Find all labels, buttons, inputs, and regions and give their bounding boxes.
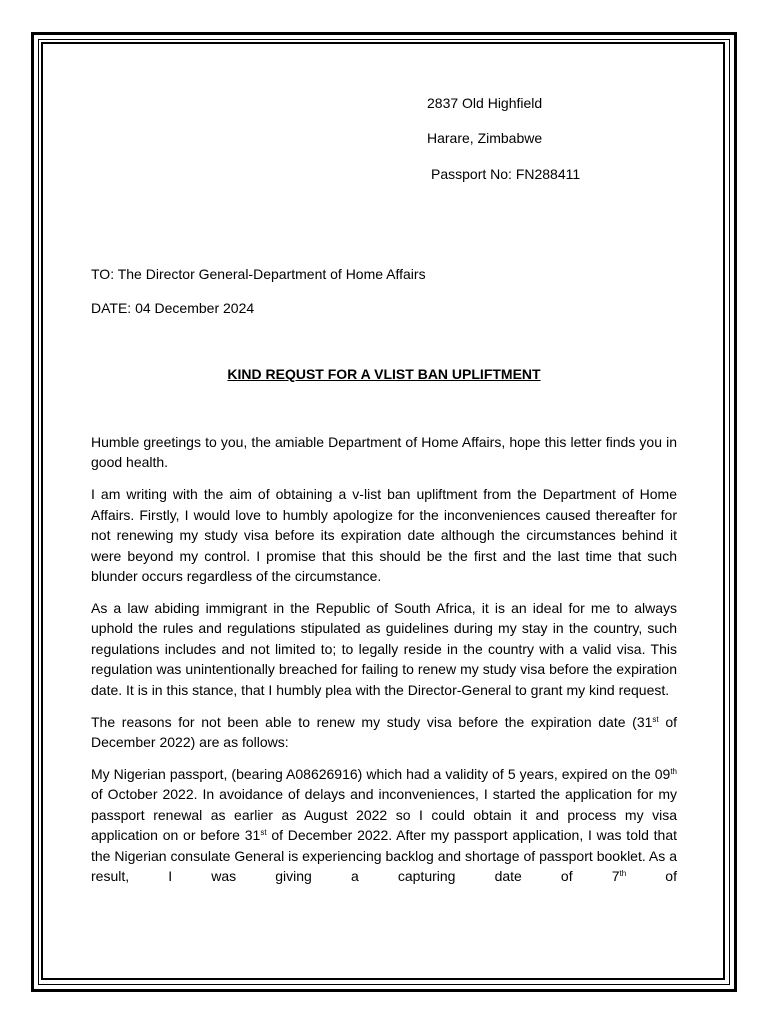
recipient-line: TO: The Director General-Department of Home Affairs bbox=[91, 266, 426, 282]
paragraph-passport-details: My Nigerian passport, (bearing A08626916) which had a validity of 5 years, expired on the 09th of October 2022. In avoidance of delays and inconveniences, I started the application for my passport renewal as earlier as August 2022 so I could obtain it and process my visa application on or before 31st of December 2022. After my passport application, I was told that the Nigerian consulate General is experiencing backlog and shortage of passport booklet. As a result, I was giving a capturing date of 7th of bbox=[91, 766, 677, 885]
passport-number: Passport No: FN288411 bbox=[431, 166, 581, 182]
paragraph-purpose: I am writing with the aim of obtaining a v-list ban upliftment from the Department of Home Affairs. Firstly, I would love to humbly apologize for the inconveniences caused thereafter for not renewing my study visa before its expiration date although the circumstances behind it were beyond my control. I promise that this should be the first and the last time that such blunder occurs regardless of the circumstance. bbox=[91, 486, 677, 585]
address-line-2: Harare, Zimbabwe bbox=[427, 130, 543, 146]
letter-subject: KIND REQUST FOR A VLIST BAN UPLIFTMENT bbox=[227, 366, 541, 382]
letter-body bbox=[91, 432, 677, 898]
date-line: DATE: 04 December 2024 bbox=[91, 300, 255, 316]
address-line-1: 2837 Old Highfield bbox=[427, 95, 543, 111]
paragraph-reasons-intro: The reasons for not been able to renew my study visa before the expiration date (31st of December 2022) are as follows: bbox=[91, 713, 677, 751]
paragraph-greeting: Humble greetings to you, the amiable Department of Home Affairs, hope this letter finds you in good health. bbox=[91, 434, 677, 471]
paragraph-background: As a law abiding immigrant in the Republic of South Africa, it is an ideal for me to always uphold the rules and regulations stipulated as guidelines during my stay in the country, such regulations includes and not limited to; to legally reside in the country with a valid visa. This regulation was unintentionally breached for failing to renew my study visa before the expiration date. It is in this stance, that I humbly plea with the Director-General to grant my kind request. bbox=[91, 600, 677, 698]
